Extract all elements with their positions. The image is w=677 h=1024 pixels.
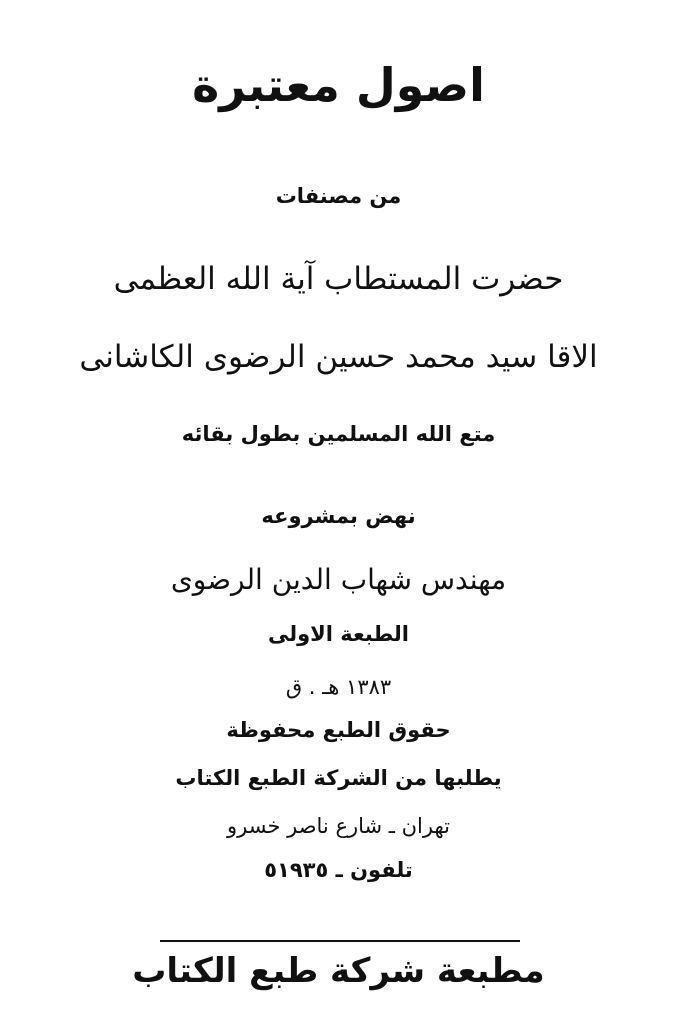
copyright-notice: حقوق الطبع محفوظة xyxy=(226,718,451,742)
edition-label: الطبعة الاولى xyxy=(267,622,410,646)
sponsor-name: مهندس شهاب الدين الرضوى xyxy=(170,563,507,596)
book-title: اصول معتبرة xyxy=(192,58,485,112)
publisher-address: تهران ـ شارع ناصر خسرو xyxy=(227,814,450,838)
publisher-phone: تلفون ـ ٥١٩٣٥ xyxy=(264,858,413,882)
sponsor-label: نهض بمشروعه xyxy=(261,504,416,528)
publication-year: ١٣٨٣ هـ . ق xyxy=(285,675,392,699)
author-name: الاقا سيد محمد حسين الرضوى الكاشانى xyxy=(79,339,598,375)
from-works-label: من مصنفات xyxy=(275,184,402,208)
printing-press: مطبعة شركة طبع الكتاب xyxy=(132,951,545,991)
blessing-text: متع الله المسلمين بطول بقائه xyxy=(181,422,496,446)
order-info: يطلبها من الشركة الطبع الكتاب xyxy=(175,766,502,790)
author-honorific: حضرت المستطاب آية الله العظمى xyxy=(113,261,564,297)
divider-rule xyxy=(160,940,520,942)
